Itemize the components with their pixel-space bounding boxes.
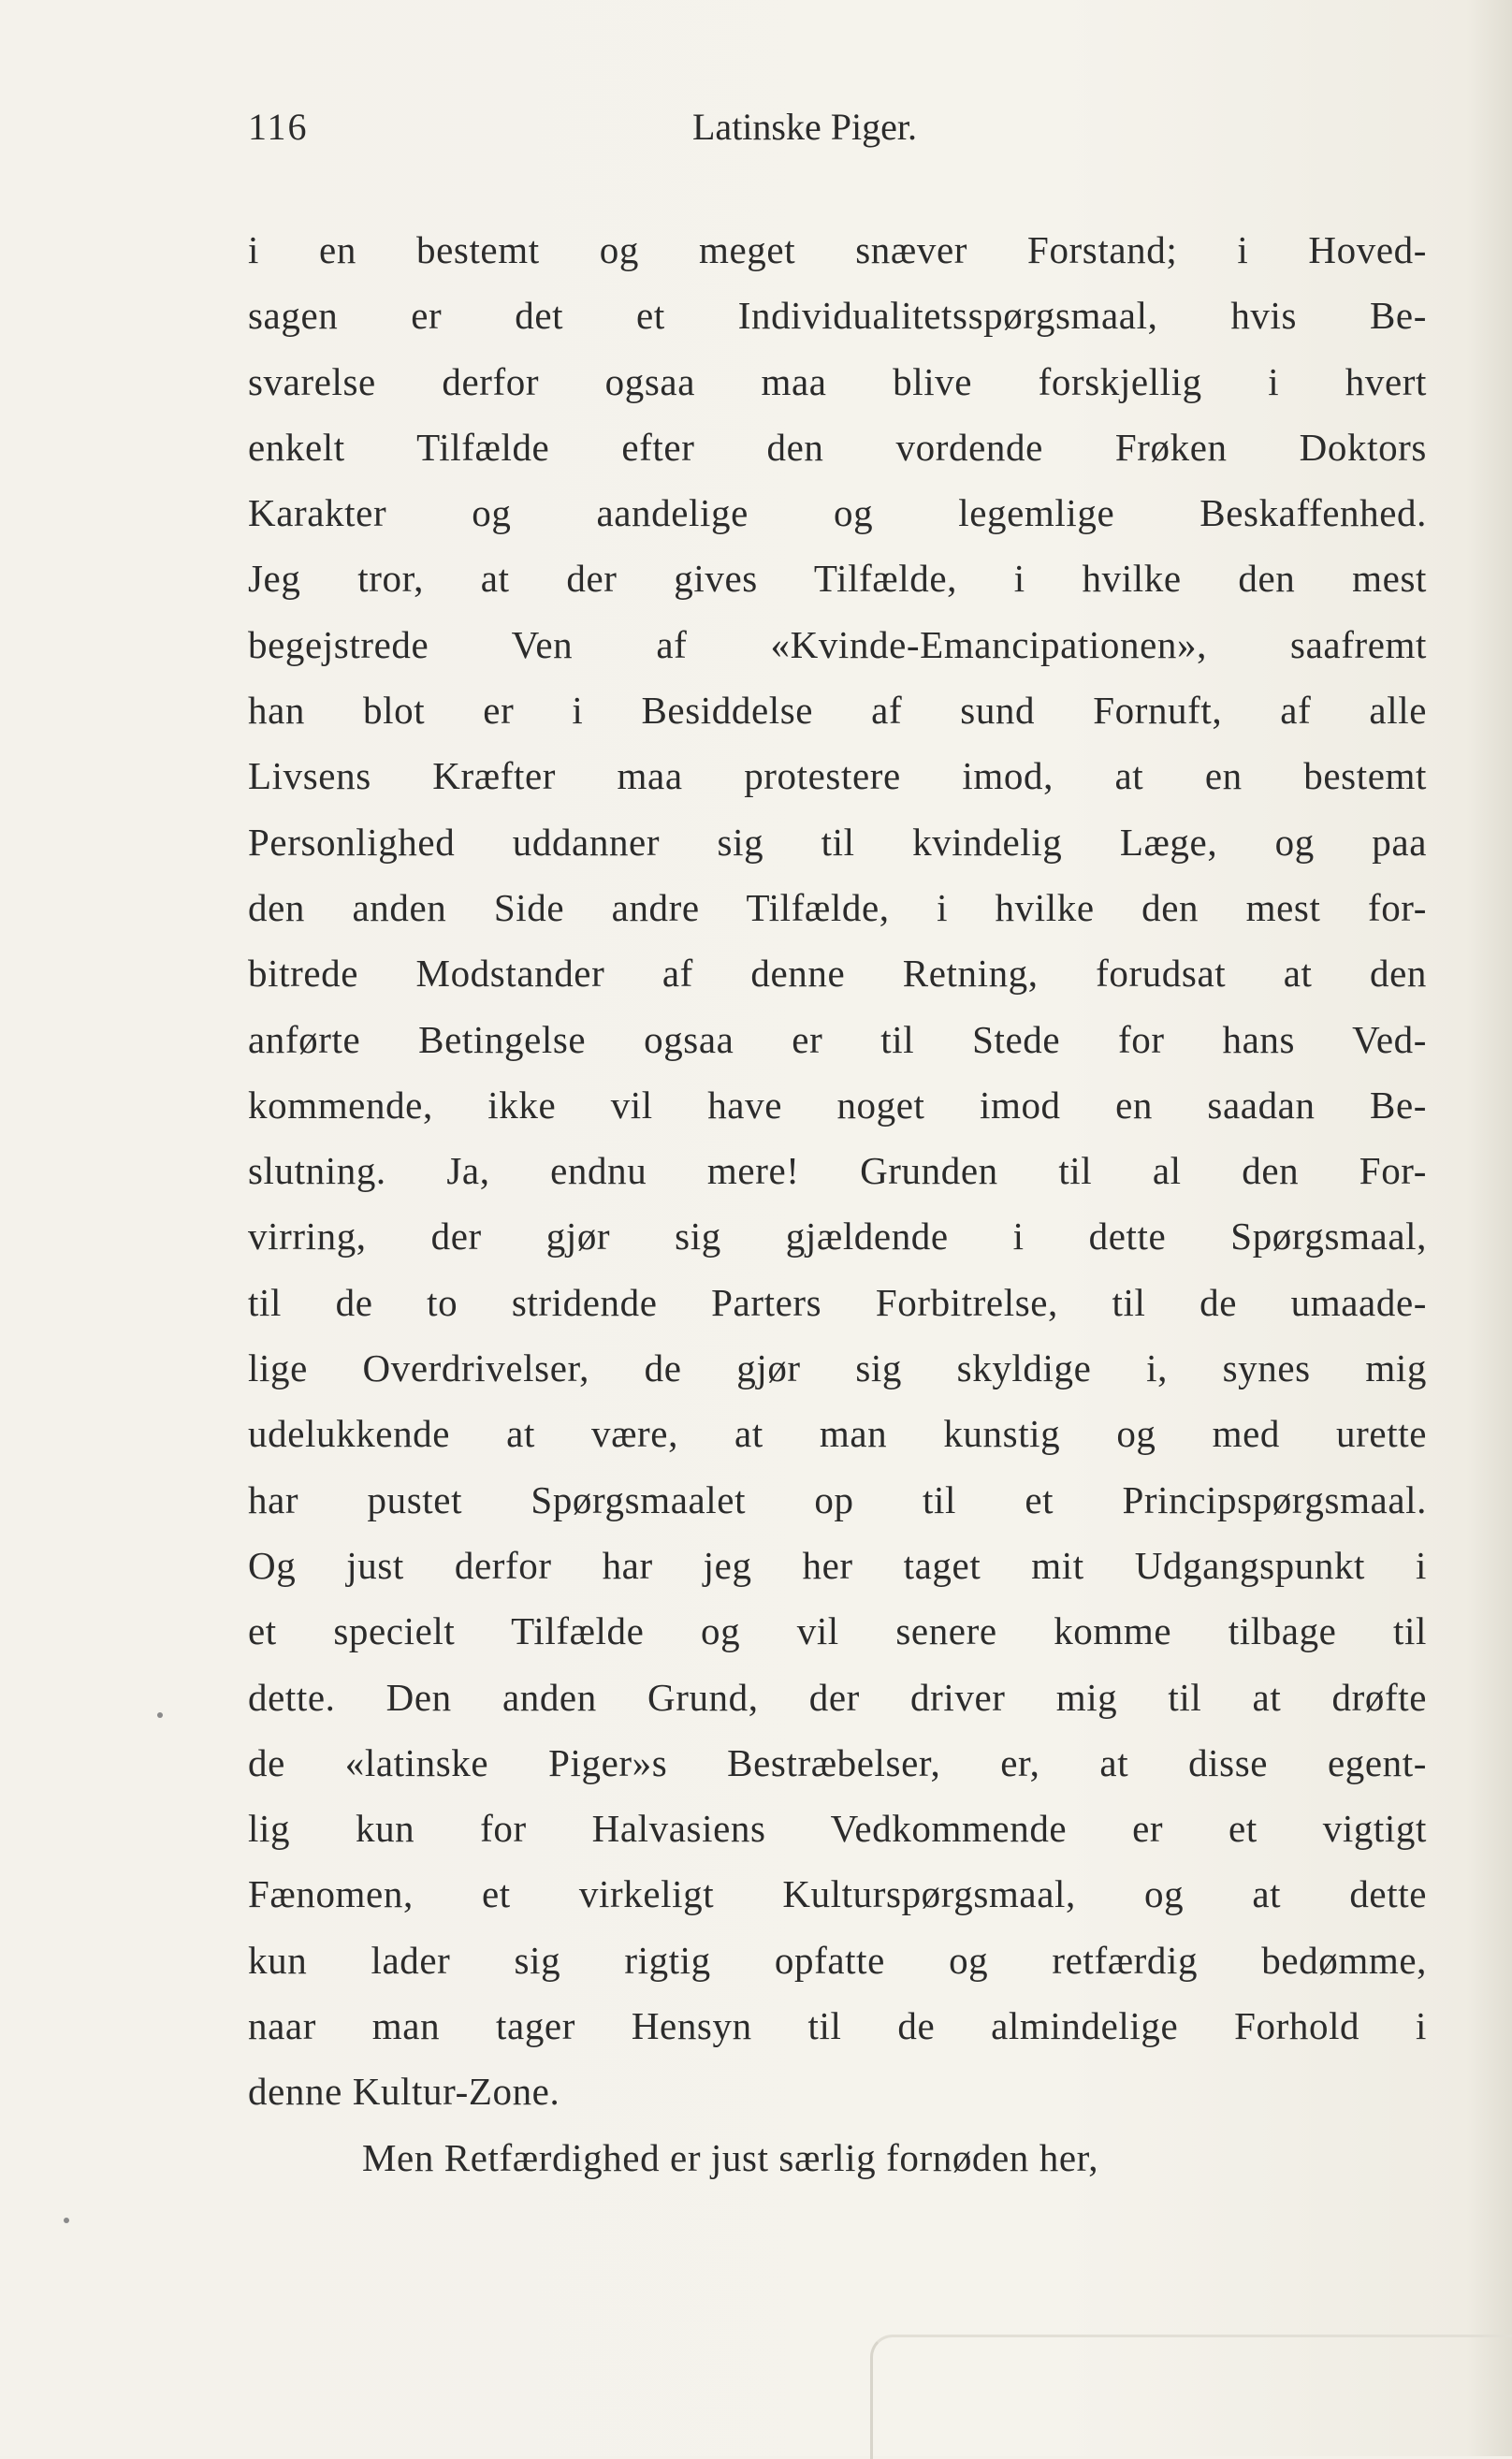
text-line: denne Kultur-Zone. xyxy=(248,2070,560,2114)
text-line: Fænomen, et virkeligt Kulturspørgsmaal, og at dette xyxy=(248,1872,1427,1916)
running-title: Latinske Piger. xyxy=(692,106,917,148)
running-header xyxy=(248,105,987,161)
text-line: bitrede Modstander af denne Retning, forudsat at den xyxy=(248,952,1427,996)
text-line: lige Overdrivelser, de gjør sig skyldige i, synes mig xyxy=(248,1346,1427,1390)
ink-speck xyxy=(157,1712,163,1718)
text-line: lig kun for Halvasiens Vedkommende er et vigtigt xyxy=(248,1807,1427,1851)
text-line: Karakter og aandelige og legemlige Beskaffenhed. xyxy=(248,491,1427,535)
text-line: udelukkende at være, at man kunstig og med urette xyxy=(248,1412,1427,1456)
page-edge-shadow xyxy=(870,2335,1512,2459)
text-line: i en bestemt og meget snæver Forstand; i Hoved- xyxy=(248,228,1427,271)
text-line: Jeg tror, at der gives Tilfælde, i hvilke den mest xyxy=(248,557,1427,601)
ink-speck xyxy=(64,2218,69,2223)
text-line: Men Retfærdighed er just særlig fornøden her, xyxy=(362,2135,1099,2179)
text-line: har pustet Spørgsmaalet op til et Principspørgsmaal. xyxy=(248,1477,1427,1521)
text-line: til de to stridende Parters Forbitrelse, til de umaade- xyxy=(248,1280,1427,1324)
text-line: den anden Side andre Tilfælde, i hvilke den mest for- xyxy=(248,885,1427,929)
text-line: anførte Betingelse ogsaa er til Stede for hans Ved- xyxy=(248,1017,1427,1061)
text-line: han blot er i Besiddelse af sund Fornuft, af alle xyxy=(248,689,1427,733)
text-line: sagen er det et Individualitetsspørgsmaal, hvis Be- xyxy=(248,294,1427,338)
text-line: svarelse derfor ogsaa maa blive forskjellig i hvert xyxy=(248,359,1427,403)
text-line: naar man tager Hensyn til de almindelige Forhold i xyxy=(248,2004,1427,2048)
text-line: virring, der gjør sig gjældende i dette Spørgsmaal, xyxy=(248,1215,1427,1259)
text-line: kommende, ikke vil have noget imod en saadan Be- xyxy=(248,1083,1427,1127)
page-number: 116 xyxy=(248,106,309,148)
text-line: de «latinske Piger»s Bestræbelser, er, at disse egent- xyxy=(248,1740,1427,1784)
text-line: begejstrede Ven af «Kvinde-Emancipationen», saafremt xyxy=(248,622,1427,666)
text-line: dette. Den anden Grund, der driver mig til at drøfte xyxy=(248,1675,1427,1719)
text-line: et specielt Tilfælde og vil senere komme tilbage til xyxy=(248,1609,1427,1653)
text-line: Livsens Kræfter maa protestere imod, at en bestemt xyxy=(248,754,1427,798)
body-text xyxy=(248,217,1427,2190)
text-line: Og just derfor har jeg her taget mit Udgangspunkt i xyxy=(248,1543,1427,1587)
text-line: enkelt Tilfælde efter den vordende Frøken Doktors xyxy=(248,425,1427,469)
text-line: kun lader sig rigtig opfatte og retfærdig bedømme, xyxy=(248,1938,1427,1982)
text-line: Personlighed uddanner sig til kvindelig Læge, og paa xyxy=(248,820,1427,864)
text-line: slutning. Ja, endnu mere! Grunden til al den For- xyxy=(248,1149,1427,1193)
